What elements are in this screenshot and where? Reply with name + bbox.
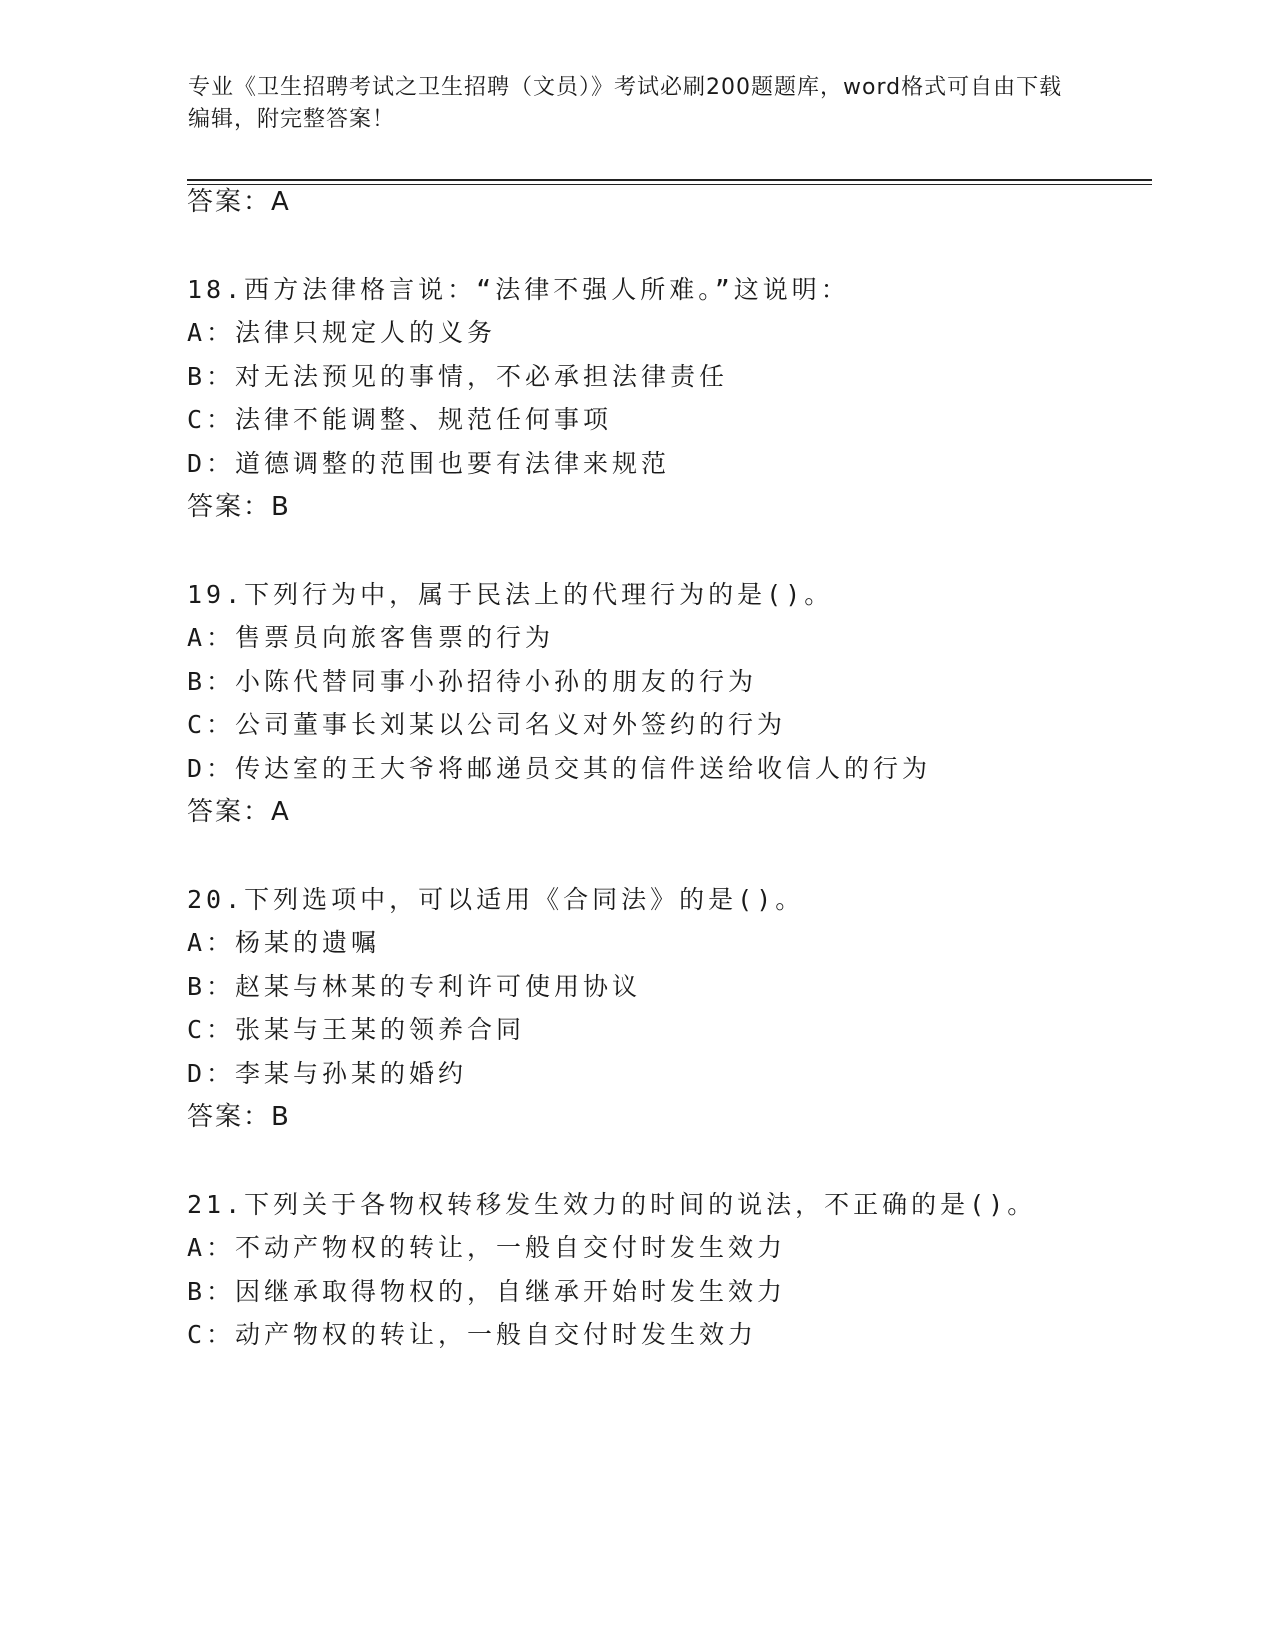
answer-20: 答案：B (187, 1102, 291, 1132)
question-stem-21: 21.下列关于各物权转移发生效力的时间的说法，不正确的是()。 (187, 1190, 1037, 1219)
option-18-a: A：法律只规定人的义务 (187, 318, 497, 347)
question-stem-19: 19.下列行为中，属于民法上的代理行为的是()。 (187, 580, 834, 609)
option-21-c: C：动产物权的转让，一般自交付时发生效力 (187, 1320, 758, 1349)
answer-previous: 答案：A (187, 187, 291, 217)
header-rule-thick (187, 179, 1152, 181)
option-20-c: C：张某与王某的领养合同 (187, 1015, 526, 1044)
option-19-a: A：售票员向旅客售票的行为 (187, 623, 555, 652)
option-21-b: B：因继承取得物权的，自继承开始时发生效力 (187, 1277, 787, 1306)
option-21-a: A：不动产物权的转让，一般自交付时发生效力 (187, 1233, 787, 1262)
option-18-d: D：道德调整的范围也要有法律来规范 (187, 449, 671, 478)
option-19-c: C：公司董事长刘某以公司名义对外签约的行为 (187, 710, 787, 739)
option-20-a: A：杨某的遗嘱 (187, 928, 381, 957)
document-header: 专业《卫生招聘考试之卫生招聘（文员）》考试必刷200题题库，word格式可自由下载编辑，附完整答案！ (188, 75, 1063, 132)
option-19-d: D：传达室的王大爷将邮递员交其的信件送给收信人的行为 (187, 754, 932, 783)
header-rule-thin (187, 184, 1152, 185)
answer-18: 答案：B (187, 492, 291, 522)
option-18-c: C：法律不能调整、规范任何事项 (187, 405, 613, 434)
option-20-b: B：赵某与林某的专利许可使用协议 (187, 972, 642, 1001)
answer-19: 答案：A (187, 797, 291, 827)
question-stem-20: 20.下列选项中，可以适用《合同法》的是()。 (187, 885, 805, 914)
option-18-b: B：对无法预见的事情，不必承担法律责任 (187, 362, 729, 391)
option-20-d: D：李某与孙某的婚约 (187, 1059, 468, 1088)
option-19-b: B：小陈代替同事小孙招待小孙的朋友的行为 (187, 667, 758, 696)
question-stem-18: 18.西方法律格言说：“法律不强人所难。”这说明： (187, 275, 850, 304)
